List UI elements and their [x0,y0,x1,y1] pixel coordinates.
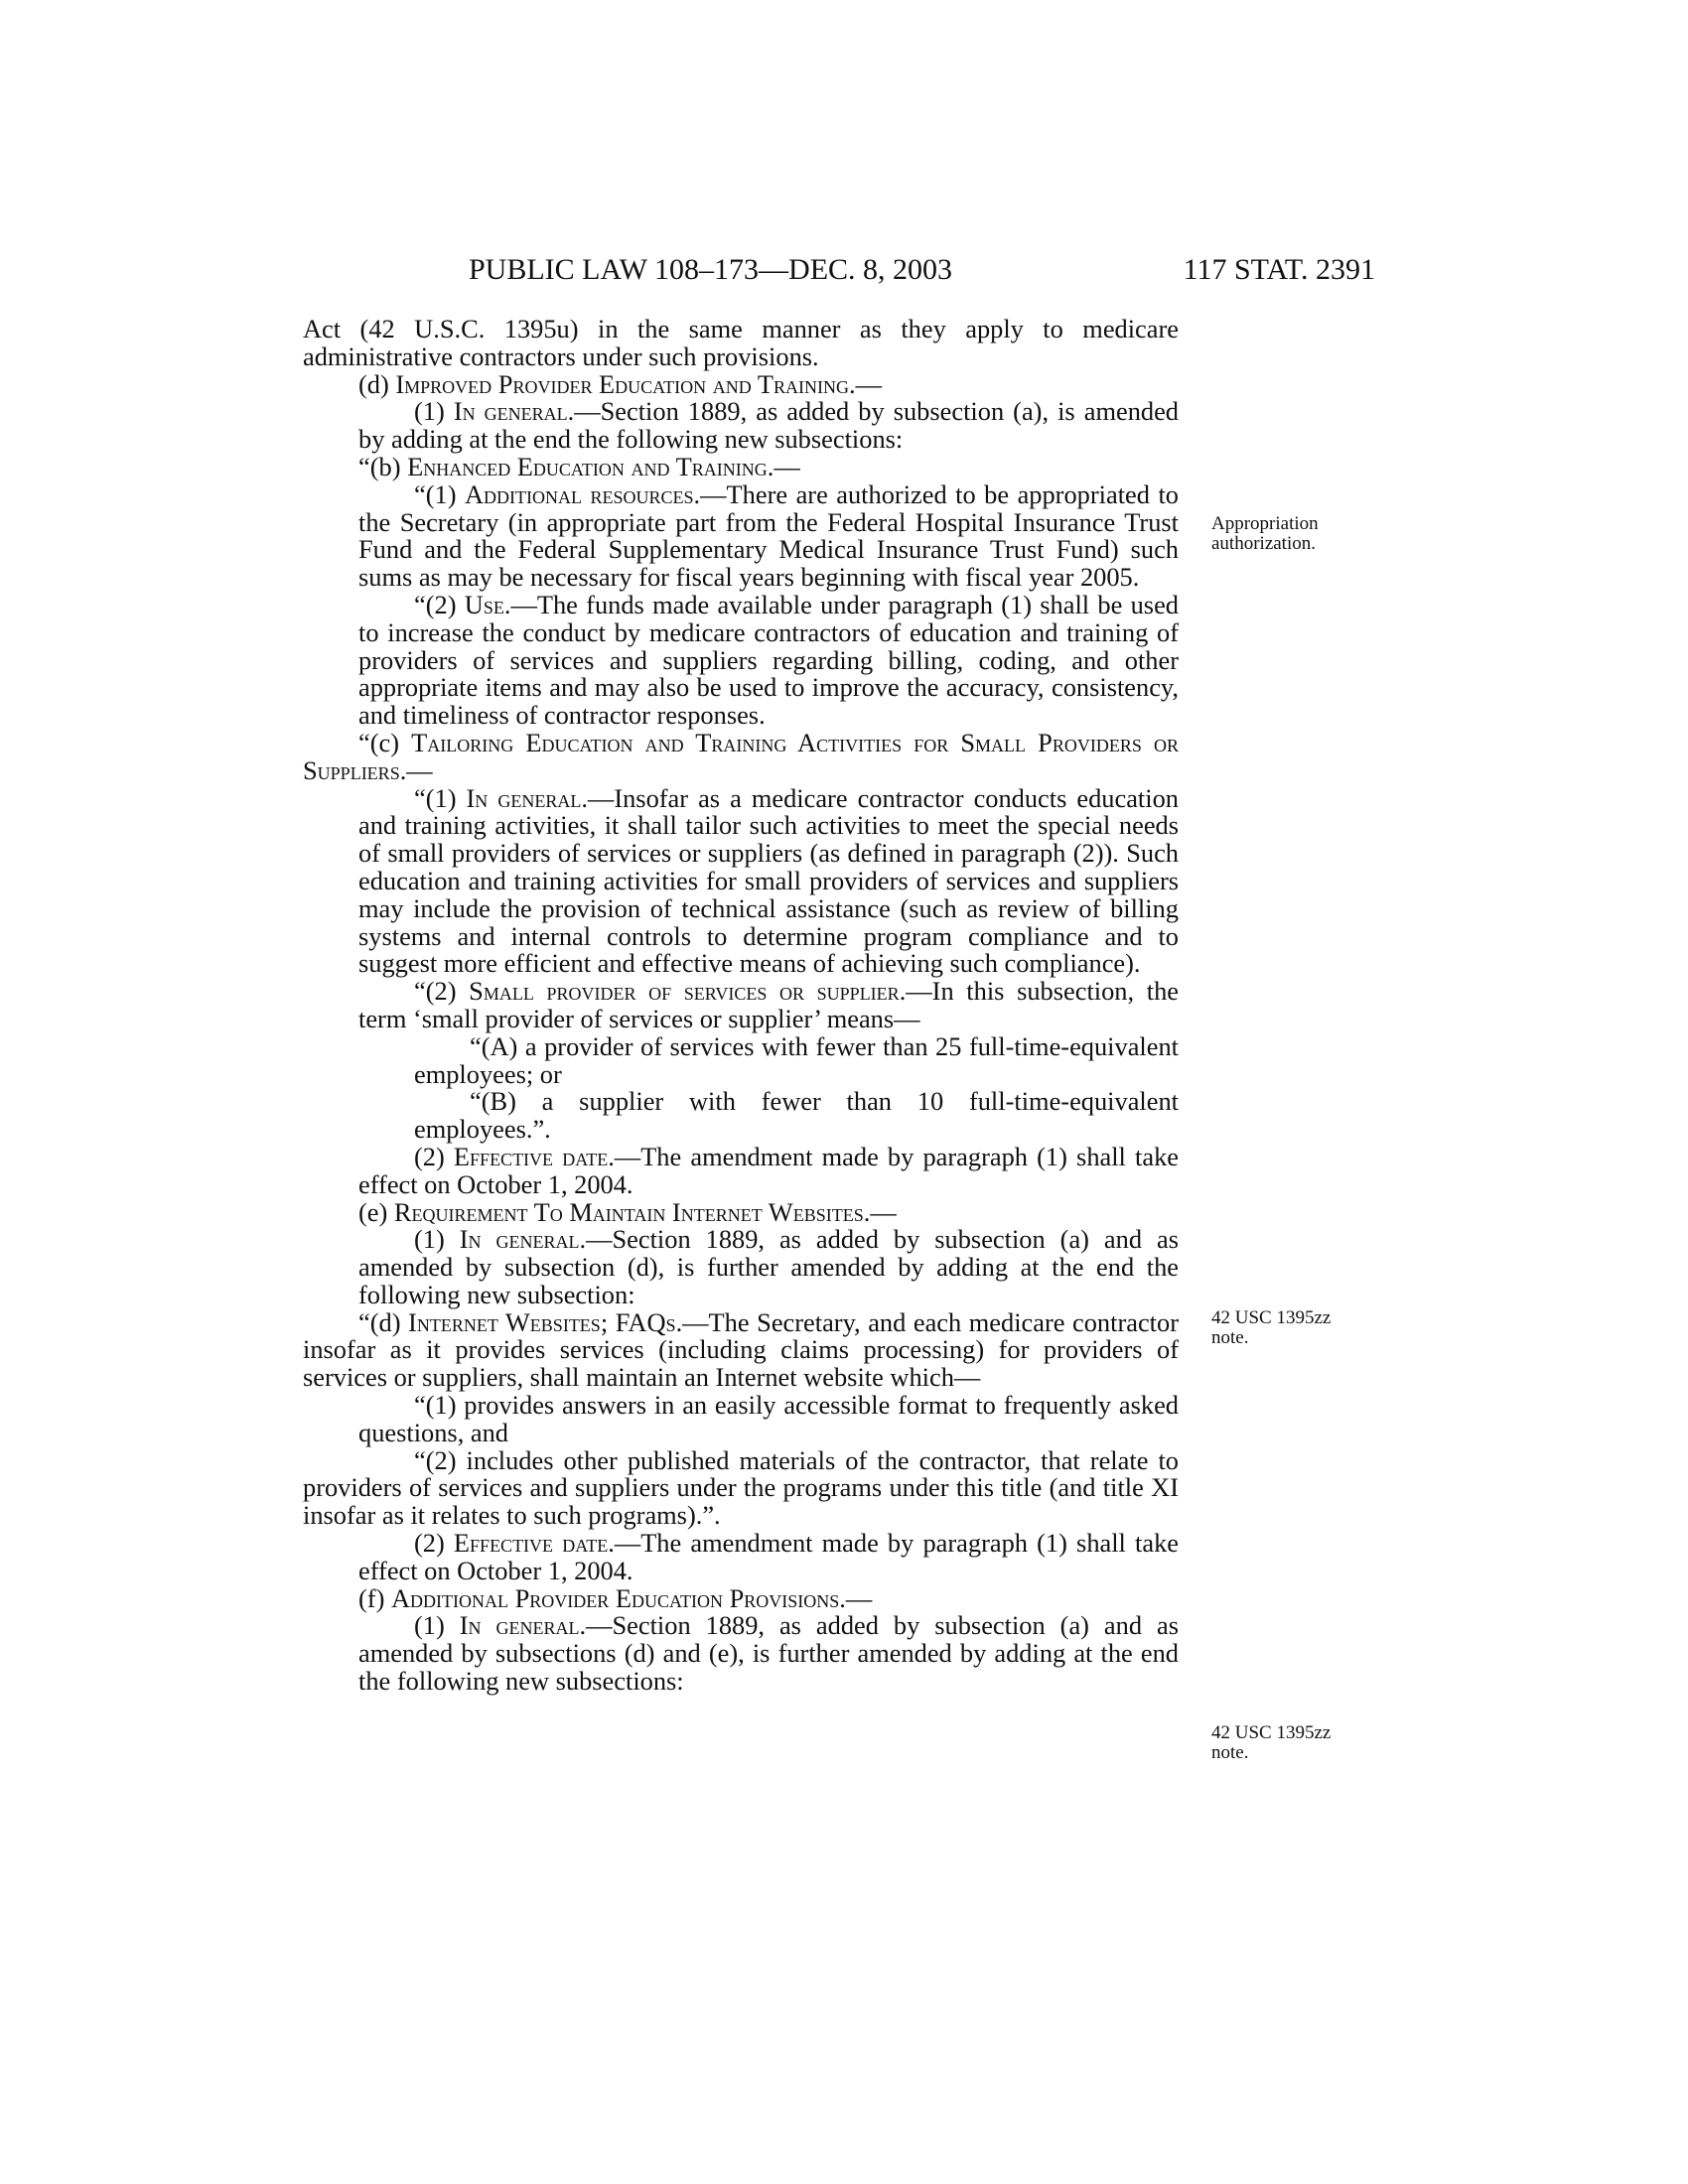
paragraph: “(2) Small provider of services or supplier.—In this subsection, the term ‘small provider of services or supplier’ means— [358,976,1179,1033]
paragraph: “(A) a provider of services with fewer than 25 full-time-equivalent employees; or [414,1030,1179,1089]
subsection-heading-d: (d) Improved Provider Education and Training.— [358,368,882,399]
paragraph: “(1) In general.—Insofar as a medicare contractor conducts education and training activities, it shall tailor such activities to meet the special needs of small providers of services or suppliers (as defined in paragraph (2)). Such education and training activities for small providers of services and suppliers may include the provision of technical assistance (such as review of billing systems and internal controls to determine program compliance and to suggest more efficient and effective means of achieving such compliance). [358,782,1179,979]
subsection-heading-e: (e) Requirement To Maintain Internet Websites.— [358,1196,897,1227]
subsection-heading-quoted-b: “(b) Enhanced Education and Training.— [358,451,800,481]
paragraph: “(1) Additional resources.—There are authorized to be appropriated to the Secretary (in appropriate part from the Federal Hospital Insurance Trust Fund and the Federal Supplementary Medical Insurance Trust Fund) such sums as may be necessary for fiscal years beginning with fiscal year 2005. [358,478,1179,593]
margin-note-usc-2: 42 USC 1395zz note. [1211,1722,1332,1763]
paragraph: (1) In general.—Section 1889, as added by subsection (a) and as amended by subsection (d), is further amended by adding at the end the following new subsection: [358,1224,1179,1309]
paragraph: “(1) provides answers in an easily accessible format to frequently asked questions, and [358,1390,1179,1447]
paragraph: “(B) a supplier with fewer than 10 full-time-equivalent employees.”. [414,1086,1179,1145]
paragraph: “(2) includes other published materials of the contractor, that relate to providers of services and suppliers under the programs under this title (and title XI insofar as it relates to such programs).”. [303,1444,1179,1531]
paragraph: Act (42 U.S.C. 1395u) in the same manner as they apply to medicare administrative contractors under such provisions. [303,314,1179,371]
paragraph: (1) In general.—Section 1889, as added by subsection (a) and as amended by subsections (d) and (e), is further amended by adding at the end the following new subsections: [358,1610,1179,1697]
paragraph: (2) Effective date.—The amendment made by paragraph (1) shall take effect on October 1, 2004. [358,1528,1179,1585]
statute-body [303,316,1179,1696]
page-header [298,250,1375,290]
header-title: PUBLIC LAW 108–173—DEC. 8, 2003 [469,253,953,286]
subsection-heading-quoted-c: “(c) Tailoring Education and Training Activities for Small Providers or Suppliers.— [303,727,1179,785]
subsection-heading-quoted-d: “(d) Internet Websites; FAQs.—The Secretary, and each medicare contractor insofar as it provides services (including claims processing) for providers of services or suppliers, shall maintain an Internet website which— [303,1306,1179,1393]
paragraph: (1) In general.—Section 1889, as added by subsection (a), is amended by adding at the end the following new subsections: [358,396,1179,455]
subsection-heading-f: (f) Additional Provider Education Provisions.— [358,1582,873,1613]
margin-note-usc-1: 42 USC 1395zz note. [1211,1307,1332,1348]
paragraph: “(2) Use.—The funds made available under paragraph (1) shall be used to increase the conduct by medicare contractors of education and training of providers of services and suppliers regarding billing, coding, and other appropriate items and may also be used to improve the accuracy, consistency, and timeliness of contractor responses. [358,589,1179,731]
header-page-reference: 117 STAT. 2391 [1183,253,1375,286]
margin-note-appropriation: Appropriation authorization. [1211,513,1319,554]
paragraph: (2) Effective date.—The amendment made by paragraph (1) shall take effect on October 1, 2004. [358,1141,1179,1199]
